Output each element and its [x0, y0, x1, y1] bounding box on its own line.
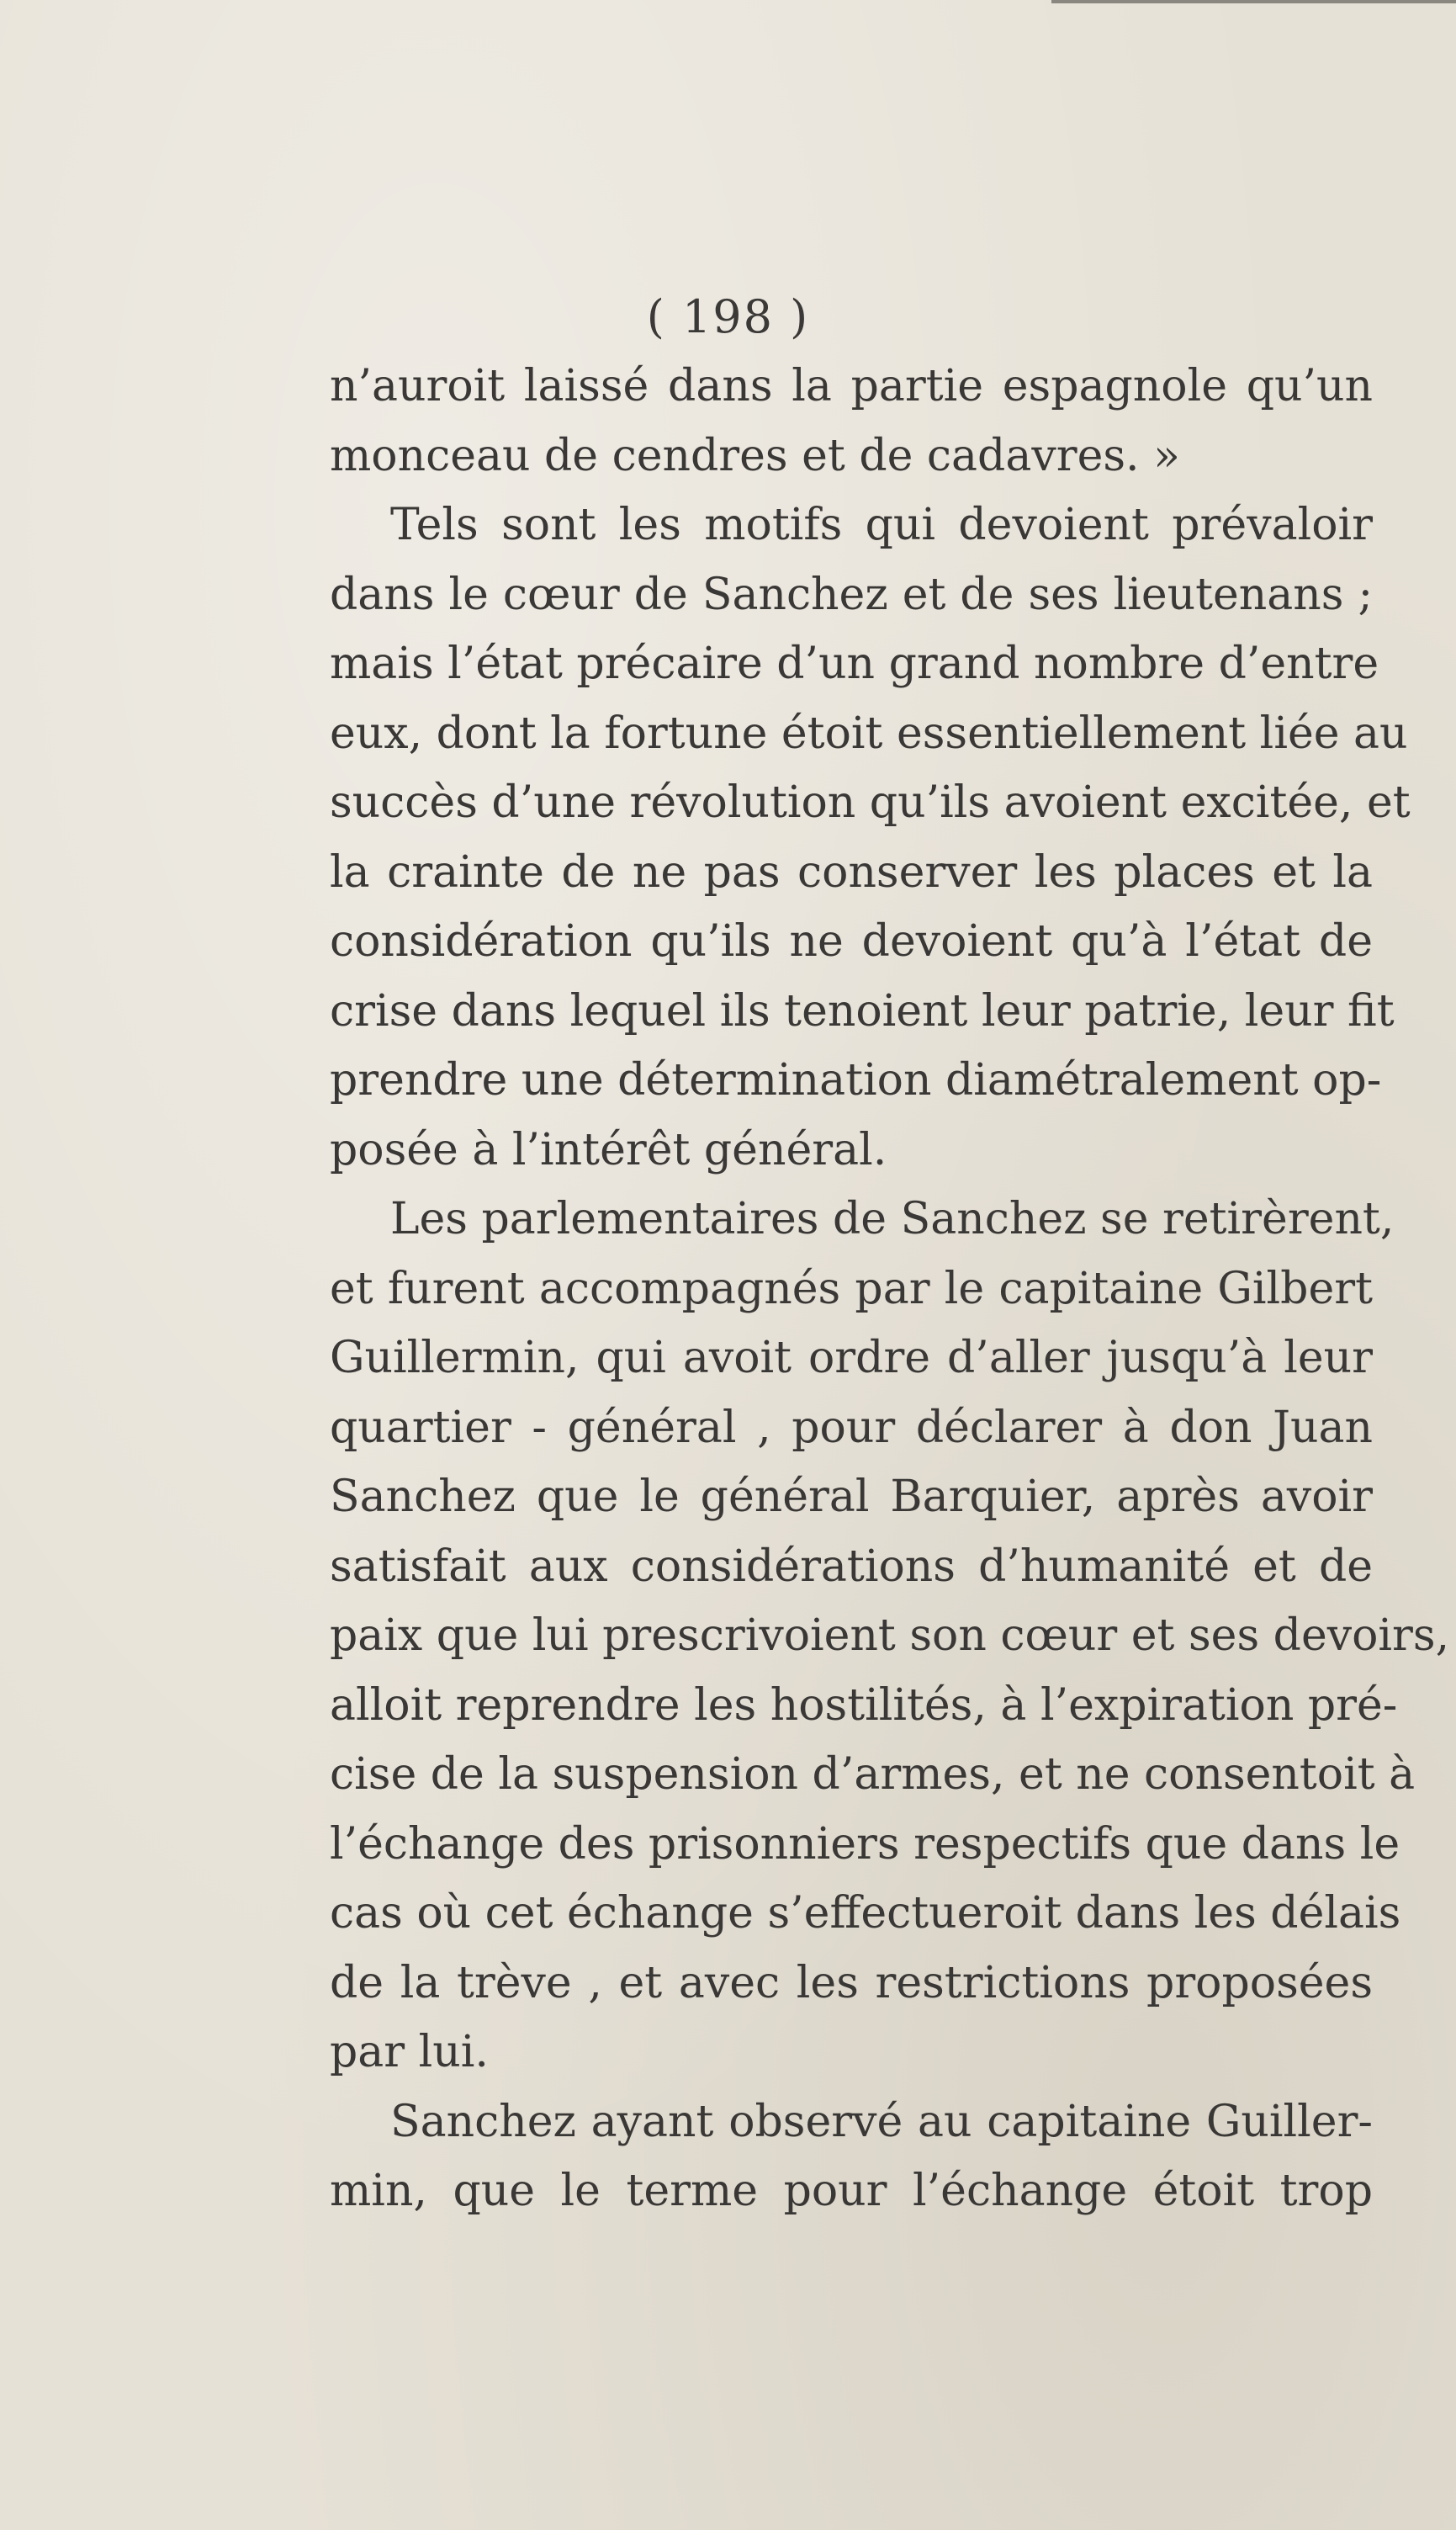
text-line: satisfait aux considérations d’humanité et de: [330, 1541, 1373, 1592]
page-edge-shadow: [1051, 0, 1456, 3]
text-line: cas où cet échange s’effectueroit dans les délais: [330, 1888, 1401, 1939]
text-line: Sanchez que le général Barquier, après avoir: [330, 1472, 1373, 1522]
text-line: quartier - général , pour déclarer à don Juan: [330, 1402, 1373, 1453]
text-line: par lui.: [330, 2027, 489, 2077]
text-line: dans le cœur de Sanchez et de ses lieutenans ;: [330, 569, 1373, 620]
text-line: monceau de cendres et de cadavres. »: [330, 430, 1180, 481]
text-line: et furent accompagnés par le capitaine Gilbert: [330, 1263, 1373, 1314]
text-line: cise de la suspension d’armes, et ne consentoit à: [330, 1749, 1416, 1800]
text-line: prendre une détermination diamétralement op-: [330, 1055, 1382, 1106]
text-line: de la trève , et avec les restrictions proposées: [330, 1957, 1373, 2008]
text-line: posée à l’intérêt général.: [330, 1124, 887, 1175]
paragraph-start-line: Les parlementaires de Sanchez se retirèrent,: [390, 1194, 1395, 1244]
text-line: alloit reprendre les hostilités, à l’expiration pré-: [330, 1679, 1398, 1731]
text-line: l’échange des prisonniers respectifs que dans le: [330, 1818, 1400, 1870]
text-line: eux, dont la fortune étoit essentiellement liée au: [330, 708, 1408, 759]
paragraph-start-line: Sanchez ayant observé au capitaine Guiller-: [390, 2096, 1373, 2147]
text-line: mais l’état précaire d’un grand nombre d’entre: [330, 639, 1379, 689]
text-line: n’auroit laissé dans la partie espagnole qu’un: [330, 361, 1373, 411]
body-text: [330, 352, 1450, 2226]
paragraph-start-line: Tels sont les motifs qui devoient prévaloir: [390, 500, 1373, 550]
text-line: paix que lui prescrivoient son cœur et ses devoirs,: [330, 1610, 1450, 1661]
text-line: crise dans lequel ils tenoient leur patrie, leur fit: [330, 985, 1395, 1037]
text-line: succès d’une révolution qu’ils avoient excitée, et: [330, 777, 1411, 828]
text-line: Guillermin, qui avoit ordre d’aller jusqu’à leur: [330, 1333, 1373, 1383]
text-line: min, que le terme pour l’échange étoit trop: [330, 2166, 1373, 2216]
text-line: considération qu’ils ne devoient qu’à l’état de: [330, 916, 1373, 967]
text-line: la crainte de ne pas conserver les places et la: [330, 846, 1373, 898]
page-number: ( 198 ): [646, 290, 810, 343]
